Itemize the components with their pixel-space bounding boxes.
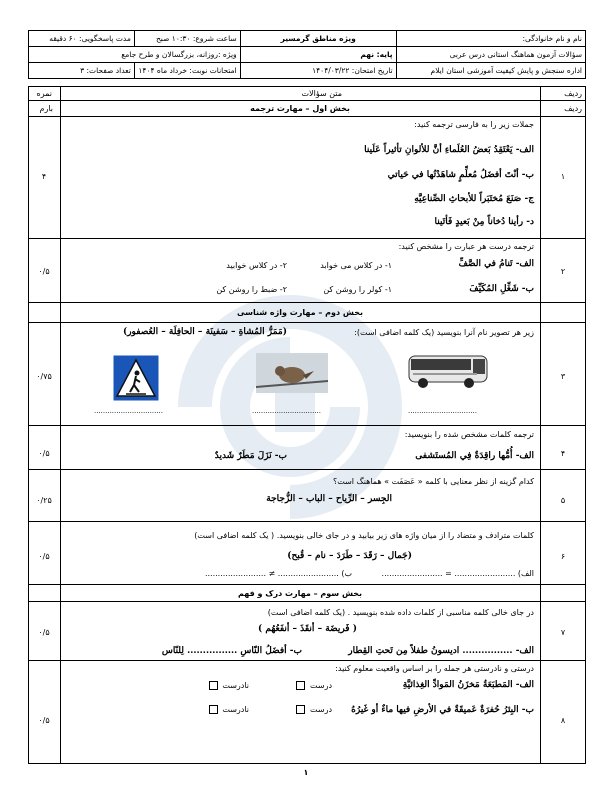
section-2-title: بخش دوم – مهارت واژه شناسی: [237, 308, 363, 317]
q8-number: ۸: [560, 716, 566, 725]
q1-a: الف- يَعْتَقِدُ بَعضُ العُلَماءِ أنَّ للألوانِ تأثيراً عَلَينا: [364, 145, 534, 155]
col-score-head: نمره: [36, 89, 52, 98]
page-number: ۱: [303, 768, 309, 777]
exam-title: سؤالات آزمون هماهنگ استانی درس عربی: [396, 47, 585, 63]
q1-b: ب- أنْتَ أفضَلُ مُعلِّمٍ شاهَدْتُها في حَياتي: [387, 170, 534, 180]
q1-c: ج- صَنَعَ مُختَبَراً للأبحاثِ الصِّناعِيَّهِ: [414, 194, 534, 204]
q5-score: ۰/۲۵: [36, 496, 52, 505]
col-text-head: متن سؤالات: [301, 89, 342, 98]
q3-score: ۰/۷۵: [36, 372, 52, 381]
q3-words: (مَمَرُّ المُشاةِ – سَفينَة – الحافِلَة – العُصفور): [122, 327, 287, 337]
q5-options: الجِسر – الرِّياح – الباب – الزُّجاجة: [266, 494, 392, 504]
col-row-head: ردیف: [564, 89, 582, 98]
section-1-title: بخش اول – مهارت ترجمه: [250, 104, 350, 113]
q1-prompt: جملات زیر را به فارسی ترجمه کنید:: [414, 120, 534, 129]
q2-a: الف- تَنامُ في الصَّفِّ: [458, 259, 534, 269]
q8-score: ۰/۵: [38, 716, 50, 725]
q8-b: ب- البِئرُ حُفرَةٌ عَميقَةٌ في الأرضِ فيها ماءٌ أو غَيرُهُ: [351, 705, 534, 715]
q7-number: ۷: [560, 628, 566, 637]
q6-number: ۶: [560, 552, 566, 561]
q8-a: الف- المَطبَعَةُ مَخزَنُ المَوادِّ الغِذائيَّةِ: [402, 680, 534, 690]
q7-a: الف- ................ اديسونُ طفلاً مِن تَحتِ القِطار: [348, 646, 534, 656]
q8-a-true-checkbox[interactable]: [296, 681, 305, 690]
q1-score: ۴: [41, 172, 47, 181]
q8-b-false-checkbox[interactable]: [209, 705, 218, 714]
start-time: ساعت شروع: ۱۰:۳۰ صبح: [134, 31, 240, 47]
q8-b-true-label: درست: [310, 705, 332, 714]
q6-score: ۰/۵: [38, 552, 50, 561]
q3-answer-sign: ...............................: [94, 407, 163, 415]
q2-number: ۲: [560, 267, 566, 276]
q2-b: ب- شَغِّلِ المُكَيِّفَ: [469, 284, 534, 294]
q2-a-option-2: ۲- در کلاس خوابید: [226, 261, 287, 270]
q3-answer-bus: ...............................: [408, 407, 477, 415]
q4-number: ۴: [560, 449, 566, 458]
crosswalk-sign-icon: [112, 354, 160, 402]
organization: اداره سنجش و پایش کیفیت آموزشی استان ایلام: [396, 63, 585, 79]
q8-a-true-label: درست: [310, 681, 332, 690]
q2-b-option-2: ۲- ضبط را روشن کن: [216, 285, 287, 294]
q8-prompt: درستی و نادرستی هر جمله را بر اساس واقعیت معلوم کنید:: [335, 664, 534, 673]
bus-image: [407, 350, 489, 392]
q5-number: ۵: [560, 496, 566, 505]
exam-session: امتحانات نوبت: خرداد ماه ۱۴۰۴: [134, 63, 240, 79]
q6-prompt: کلمات مترادف و متضاد را از میان واژه های زیر بیابید و در جای خالی بنویسید. ( یک کلمه اضافی است): [194, 531, 534, 540]
exam-header: [28, 30, 586, 79]
q1-d: د- رأينا دُخاناً مِنْ بَعيدٍ فَأتَينا: [434, 217, 534, 227]
q3-answer-bird: ...............................: [252, 407, 321, 415]
q8-a-false-label: نادرست: [222, 681, 249, 690]
q7-prompt: در جای خالی کلمه مناسبی از کلمات داده شده بنویسید . (یک کلمه اضافی است): [267, 608, 534, 617]
grade: پایه: نهم: [240, 47, 396, 63]
exam-date: تاریخ امتحان: ۱۴۰۴/۰۳/۲۲: [240, 63, 396, 79]
q8-b-false: [207, 705, 249, 714]
q4-score: ۰/۵: [38, 449, 50, 458]
q1-number: ۱: [560, 172, 566, 181]
q8-b-true-checkbox[interactable]: [296, 705, 305, 714]
q4-a: الف- أُمُّها راقِدَةٌ فِي المُستَشفى: [415, 451, 534, 461]
q6-words: (جَمال – رَقَدَ – طَرَدَ – نام – قُبح): [287, 551, 412, 561]
q2-a-option-1: ۱- در کلاس می خوابد: [320, 261, 392, 270]
q8-b-false-label: نادرست: [222, 705, 249, 714]
q2-score: ۰/۵: [38, 267, 50, 276]
col-row-head-2: ردیف: [564, 104, 582, 113]
sparrow-image: [256, 353, 328, 393]
page-count: تعداد صفحات: ۳: [29, 63, 135, 79]
duration: مدت پاسخگویی: ۶۰ دقیقه: [29, 31, 135, 47]
q6-a: الف) ........................ = ........................: [381, 569, 534, 578]
q2-b-option-1: ۱- کولر را روشن کن: [323, 285, 392, 294]
name-label: نام و نام خانوادگی:: [396, 31, 585, 47]
q3-prompt: زیر هر تصویر نام آنرا بنویسید (یک کلمه اضافی است):: [354, 328, 534, 337]
q7-words: ( فَريضَة – أنقَذَ – أنفَعُهُم ): [257, 624, 357, 634]
q2-prompt: ترجمه درست هر عبارت را مشخص کنید:: [398, 242, 534, 251]
col-score-head-2: بارم: [39, 104, 53, 113]
q4-prompt: ترجمه کلمات مشخص شده را بنویسید:: [404, 430, 534, 439]
q7-score: ۰/۵: [38, 628, 50, 637]
q6-b: ب) ........................ ≠ ........................: [204, 569, 352, 578]
audience: ویژه :روزانه، بزرگسالان و طرح جامع: [29, 47, 241, 63]
q3-number: ۳: [560, 372, 566, 381]
q7-b: ب- أفضَلُ النّاسِ ................ لِلنّاس: [161, 646, 302, 656]
q8-a-false: [207, 681, 249, 690]
q8-a-false-checkbox[interactable]: [209, 681, 218, 690]
q8-a-true: [294, 681, 332, 690]
special-label: ویژه مناطق گرمسیر: [240, 31, 396, 47]
q4-b: ب- نَزَلَ مَطَرٌ شَديدٌ: [214, 451, 287, 461]
q8-b-true: [294, 705, 332, 714]
q5-prompt: کدام گزینه از نظر معنایی با کلمه « عَصَفَت » هماهنگ است؟: [332, 477, 534, 486]
section-3-title: بخش سوم – مهارت درک و فهم: [237, 589, 363, 598]
